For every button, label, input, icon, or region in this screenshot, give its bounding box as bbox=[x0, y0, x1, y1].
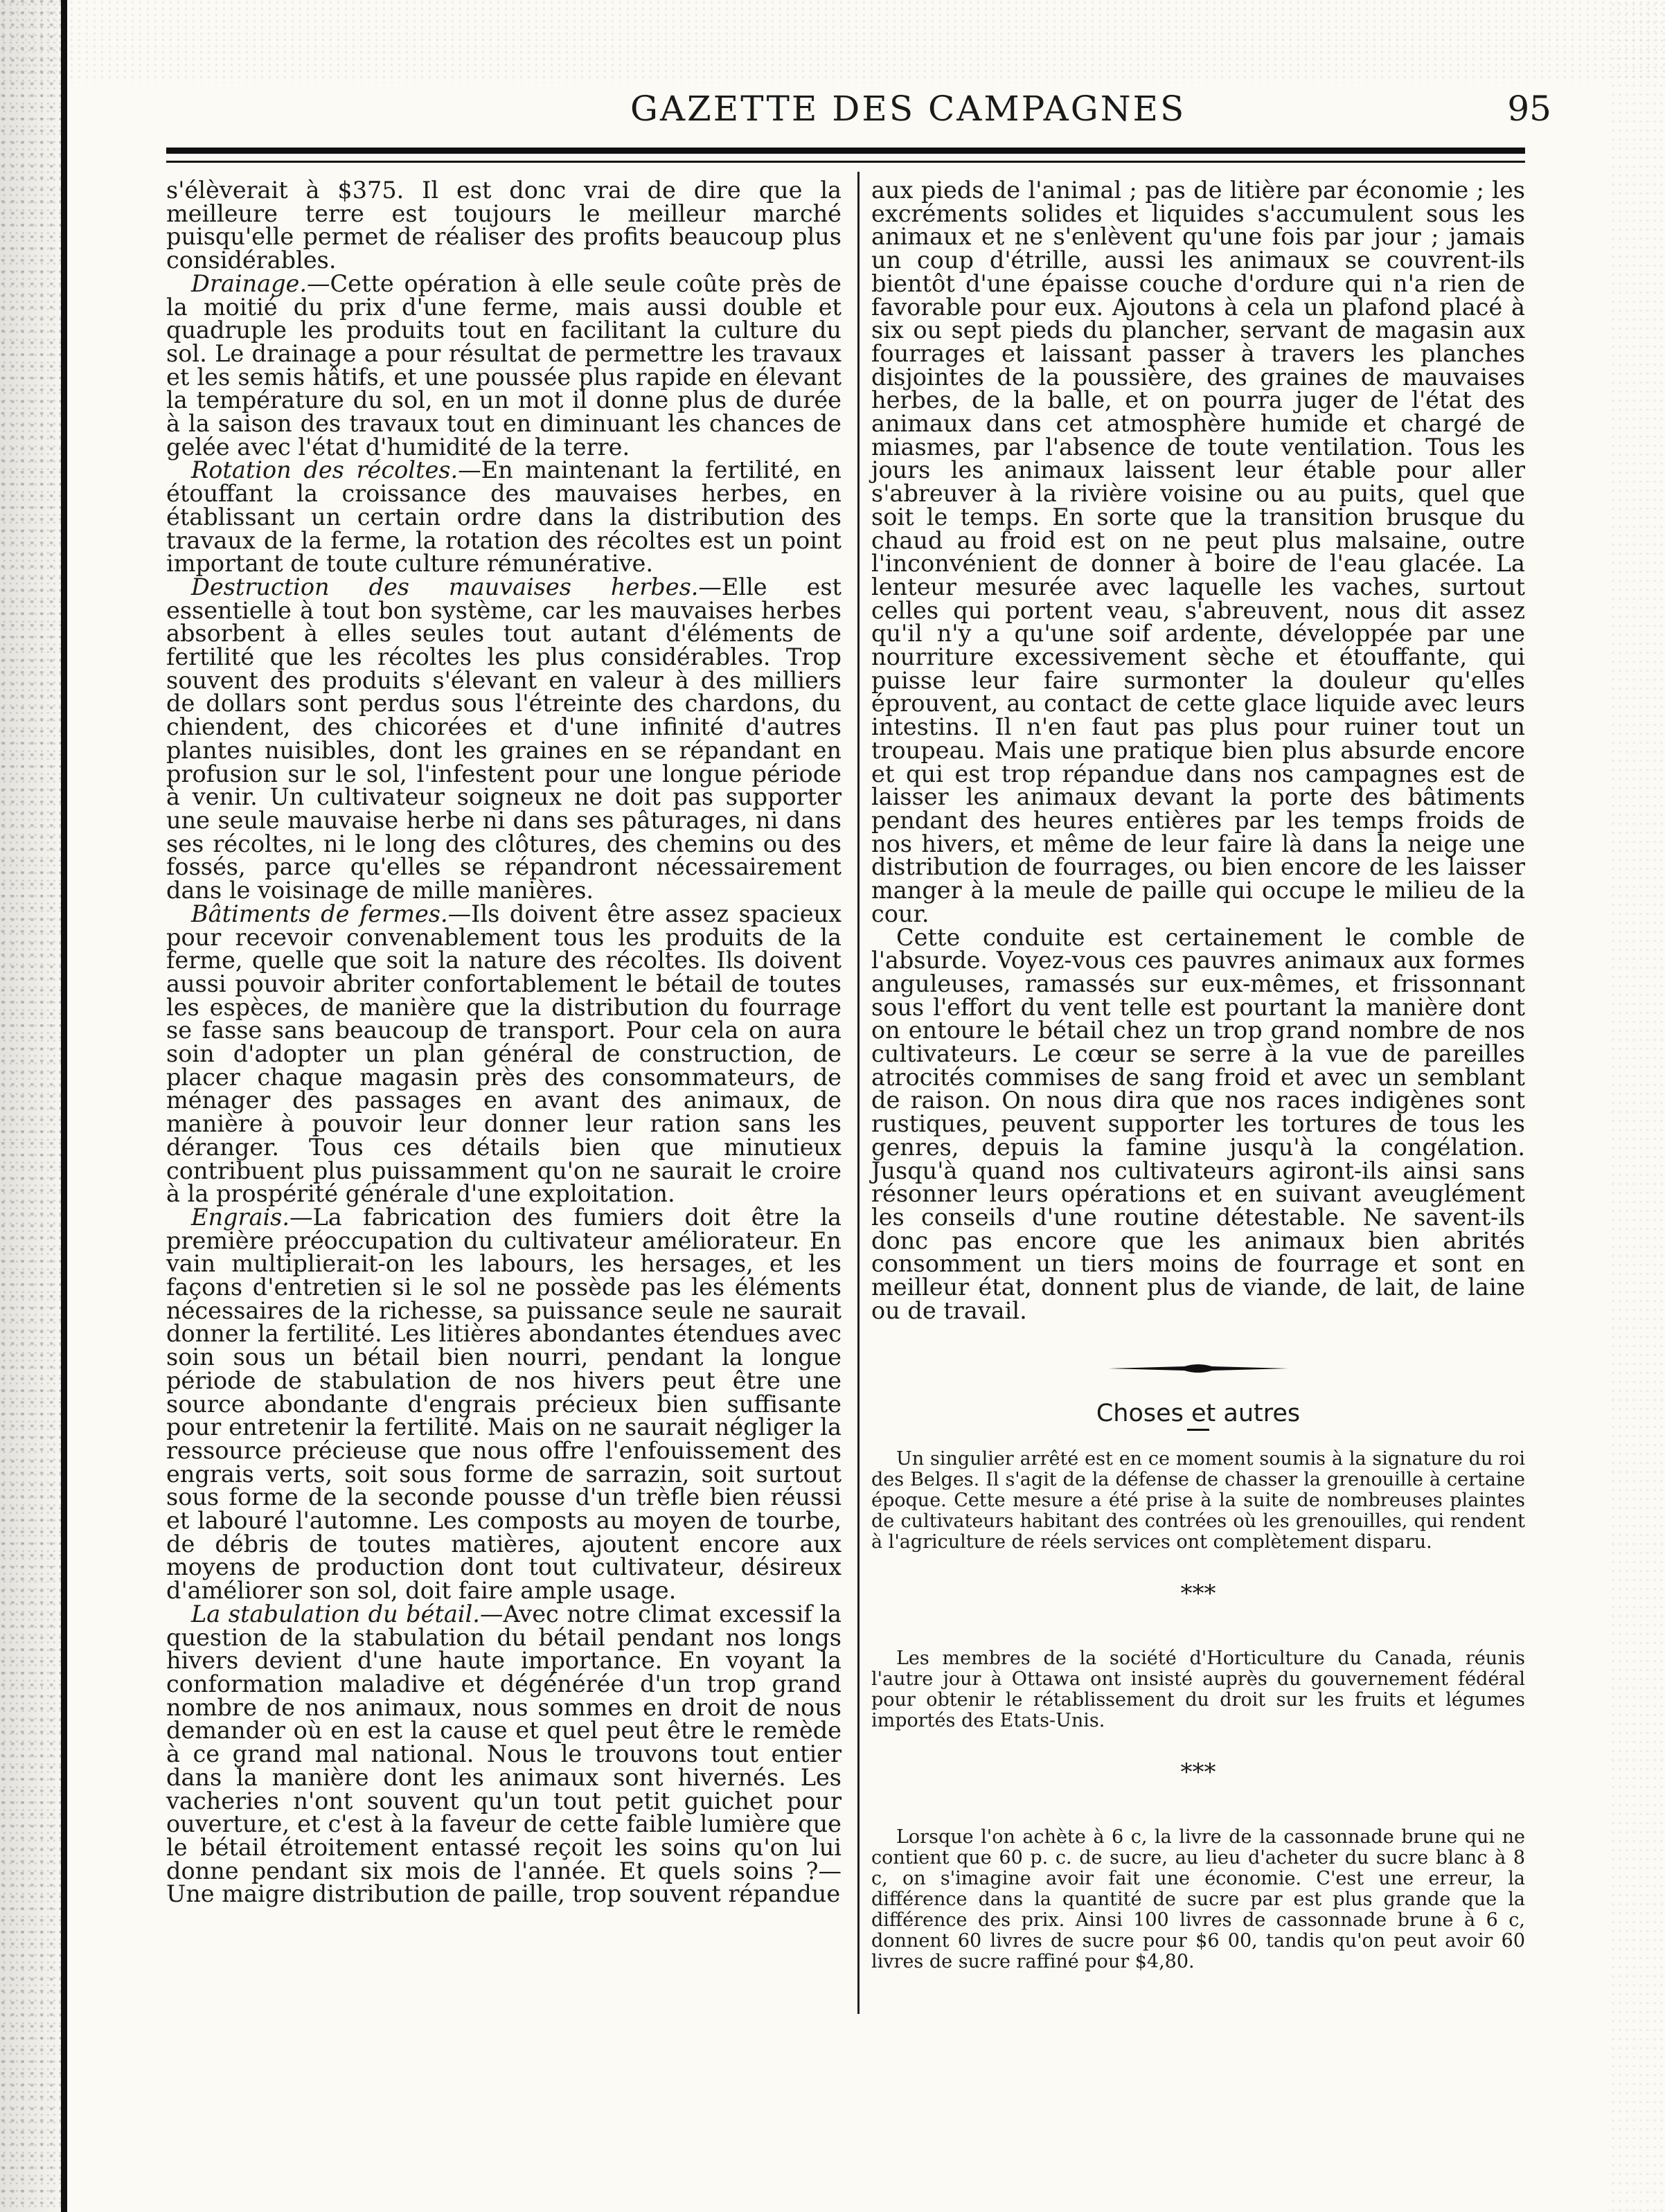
news-item: Un singulier arrêté est en ce moment soumis à la signature du roi des Belges. Il s'agit de la défense de chasser la grenouille à certaine époque. Cette mesure a été prise à la suite de nombreuses plaintes de cultivateurs habitant des contrées où les grenouilles, qui rendent à l'agriculture de réels services ont complètement disparu. bbox=[871, 1448, 1525, 1553]
column-divider bbox=[857, 172, 860, 2014]
section-text: —La fabrication des fumiers doit être la première préoccupation du cultivateur améliorateur. En vain multiplierait-on les labours, les hersages, et les façons d'entretien si le sol ne possède pas les éléments nécessaires de la richesse, sa puissance seule ne saurait donner la fertilité. Les litières abondantes étendues avec soin sous un bétail bien nourri, pendant la longue période de stabulation de nos hivers peut être une source abondante d'engrais précieux bien suffisante pour entretenir la fertilité. Mais on ne saurait négliger la ressource précieuse que nous offre l'enfouissement des engrais verts, soit sous forme de sarrazin, soit surtout sous forme de la seconde pousse d'un trèfle bien réussi et labouré l'automne. Les composts au moyen de tourbe, de débris de toutes matières, ajoutent encore aux moyens de production dont tout cultivateur, désireux d'améliorer son sol, doit faire ample usage. bbox=[166, 1203, 842, 1605]
news-item: Les membres de la société d'Horticulture du Canada, réunis l'autre jour à Ottawa ont insisté auprès du gouvernement fédéral pour obtenir le rétablissement du droit sur les fruits et légumes importés des Etats-Unis. bbox=[871, 1648, 1525, 1732]
section-text: —Ils doivent être assez spacieux pour recevoir convenablement tous les produits de la ferme, quelle que soit la nature des récoltes. Ils doivent aussi pouvoir abriter confortablement le bétail de toutes les espèces, de manière que la distribution du fourrage se fasse sans beaucoup de transport. Pour cela on aura soin d'adopter un plan général de construction, de placer chaque magasin près des consommateurs, de ménager des passages en avant des animaux, de manière à pouvoir leur donner leur ration sans les déranger. Tous ces détails bien que minutieux contribuent plus puissamment qu'on ne saurait le croire à la prospérité générale d'une exploitation. bbox=[166, 900, 842, 1208]
running-title: GAZETTE DES CAMPAGNES bbox=[630, 89, 1186, 129]
section-heading: La stabulation du bétail. bbox=[191, 1600, 480, 1627]
intro-paragraph: s'élèverait à $375. Il est donc vrai de dire que la meilleure terre est toujours le meilleur marché puisqu'elle permet de réaliser des profits beaucoup plus considérables. bbox=[166, 177, 842, 274]
header-rule-thick bbox=[166, 148, 1525, 154]
section-rotation bbox=[166, 458, 842, 576]
conclusion-paragraph: Cette conduite est certainement le comble de l'absurde. Voyez-vous ces pauvres animaux aux formes anguleuses, ramassés sur eux-mêmes, et frissonnant sous l'effort du vent telle est pourtant la manière dont on entoure le bétail chez un trop grand nombre de nos cultivateurs. Le cœur se serre à la vue de pareilles atrocités commises de sang froid et avec un semblant de raison. On nous dira que nos races indigènes sont rustiques, peuvent supporter les tortures de tous les genres, depuis la famine jusqu'à la congélation. Jusqu'à quand nos cultivateurs agiront-ils ainsi sans résonner leurs opérations et en suivant aveuglément les conseils d'une routine détestable. Ne savent-ils donc pas encore que les animaux bien abrités consomment un tiers moins de fourrage et sont en meilleur état, donnent plus de viande, de lait, de laine ou de travail. bbox=[871, 923, 1525, 1324]
section-engrais bbox=[166, 1203, 842, 1605]
section-heading: Engrais. bbox=[191, 1203, 290, 1231]
section-text: —Elle est essentielle à tout bon système, car les mauvaises herbes absorbent à elles seules tout autant d'éléments de fertilité que les récoltes les plus considérables. Trop souvent des produits s'élevant en valeur à des milliers de dollars sont perdus sous l'étreinte des chardons, du chiendent, des chicorées et d'une infinité d'autres plantes nuisibles, dont les graines en se répandant en profusion sur le sol, l'infestent pour une longue période à venir. Un cultivateur soigneux ne doit pas supporter une seule mauvaise herbe ni dans ses pâturages, ni dans ses récoltes, ni le long des clôtures, des chemins ou des fossés, parce qu'elles se répandront nécessairement dans le voisinage de mille manières. bbox=[166, 573, 842, 904]
news-item: Lorsque l'on achète à 6 c, la livre de la cassonnade brune qui ne contient que 60 p. c. de sucre, au lieu d'acheter du sucre blanc à 8 c, on s'imagine avoir fait une économie. C'est une erreur, la différence dans la quantité de sucre par est plus grande que la différence des prix. Ainsi 100 livres de cassonnade brune à 6 c, donnent 60 livres de sucre pour $6 00, tandis qu'on peut avoir 60 livres de sucre raffiné pour $4,80. bbox=[871, 1826, 1525, 1973]
section-text: —En maintenant la fertilité, en étouffant la croissance des mauvaises herbes, en établissant un certain ordre dans la distribution des travaux de la ferme, la rotation des récoltes est un point important de toute culture rémunérative. bbox=[166, 456, 842, 578]
section-drainage bbox=[166, 269, 842, 461]
continuation-paragraph: aux pieds de l'animal ; pas de litière par économie ; les excréments solides et liquides s'accumulent sous les animaux et ne s'enlèvent qu'une fois par jour ; jamais un coup d'étrille, aussi les animaux se couvrent-ils bientôt d'une épaisse couche d'ordure qui n'a rien de favorable pour eux. Ajoutons à cela un plafond placé à six ou sept pieds du plancher, servant de magasin aux fourrages et laissant passer à travers les planches disjointes de la poussière, des graines de mauvaises herbes, de la balle, et on pourra juger de l'état des animaux dans cet atmosphère humide et chargé de miasmes, par l'absence de toute ventilation. Tous les jours les animaux laissent leur étable pour aller s'abreuver à la rivière voisine ou au puits, quel que soit le temps. En sorte que la transition brusque du chaud au froid est on ne peut plus malsaine, outre l'inconvénient de donner à boire de l'eau glacée. La lenteur mesurée avec laquelle les vaches, surtout celles qui portent veau, s'abreuvent, nous dit assez qu'il n'y a qu'une soif ardente, développée par une nourriture excessivement sèche et étouffante, qui puisse leur faire surmonter la douleur qu'elles éprouvent, au contact de cette glace liquide avec leurs intestins. Il n'en faut pas plus pour ruiner tout un troupeau. Mais une pratique bien plus absurde encore et qui est trop répandue dans nos campagnes est de laisser les animaux devant la porte des bâtiments pendant des heures entières par les temps froids de nos hivers, et même de leur faire là dans la neige une distribution de fourrages, ou bien encore de les laisser manger à la meule de paille qui occupe le milieu de la cour. bbox=[871, 177, 1525, 927]
section-stabulation bbox=[166, 1600, 842, 1908]
asterism-separator: *** bbox=[1180, 1580, 1216, 1608]
section-text: —Avec notre climat excessif la question de la stabulation du bétail pendant nos longs hivers devient d'une haute importance. En voyant la conformation maladive et dégénérée d'un trop grand nombre de nos animaux, nous sommes en droit de nous demander où en est la cause et quel peut être le remède à ce grand mal national. Nous le trouvons tout entier dans la manière dont les animaux sont hivernés. Les vacheries n'ont souvent qu'un tout petit guichet pour ouverture, et c'est à la faveur de cette faible lumière que le bétail étroitement entassé reçoit les soins qu'on lui donne pendant six mois de l'année. Et quels soins ?— Une maigre distribution de paille, trop souvent répandue bbox=[166, 1600, 842, 1908]
section-batiments bbox=[166, 902, 842, 1206]
section-title: Choses et autres bbox=[1096, 1400, 1301, 1428]
right-column bbox=[871, 179, 1525, 1972]
section-heading: Destruction des mauvaises herbes. bbox=[191, 573, 699, 600]
binding-rule bbox=[61, 0, 67, 2212]
asterism-separator: *** bbox=[1180, 1758, 1216, 1787]
header-rule-thin bbox=[166, 161, 1525, 163]
title-dash bbox=[1187, 1429, 1209, 1431]
page-edge-noise-left bbox=[0, 0, 66, 2212]
section-destruction bbox=[166, 573, 842, 904]
page-edge-noise-right bbox=[1610, 0, 1665, 2212]
page-number: 95 bbox=[1507, 89, 1551, 129]
section-text: —Cette opération à elle seule coûte près de la moitié du prix d'une ferme, mais aussi double et quadruple les produits tout en facilitant la culture du sol. Le drainage a pour résultat de permettre les travaux et les semis hâtifs, et une poussée plus rapide en élevant la température du sol, en un mot il donne plus de durée à la saison des travaux tout en diminuant les chances de gelée avec l'état d'humidité de la terre. bbox=[166, 269, 842, 461]
left-column bbox=[166, 179, 842, 1906]
ornamental-rule bbox=[1108, 1358, 1288, 1379]
section-heading: Drainage. bbox=[191, 269, 308, 297]
page-edge-noise-top bbox=[0, 0, 1665, 83]
section-heading: Bâtiments de fermes. bbox=[191, 900, 448, 927]
section-heading: Rotation des récoltes. bbox=[191, 456, 458, 484]
page-header bbox=[166, 82, 1551, 144]
